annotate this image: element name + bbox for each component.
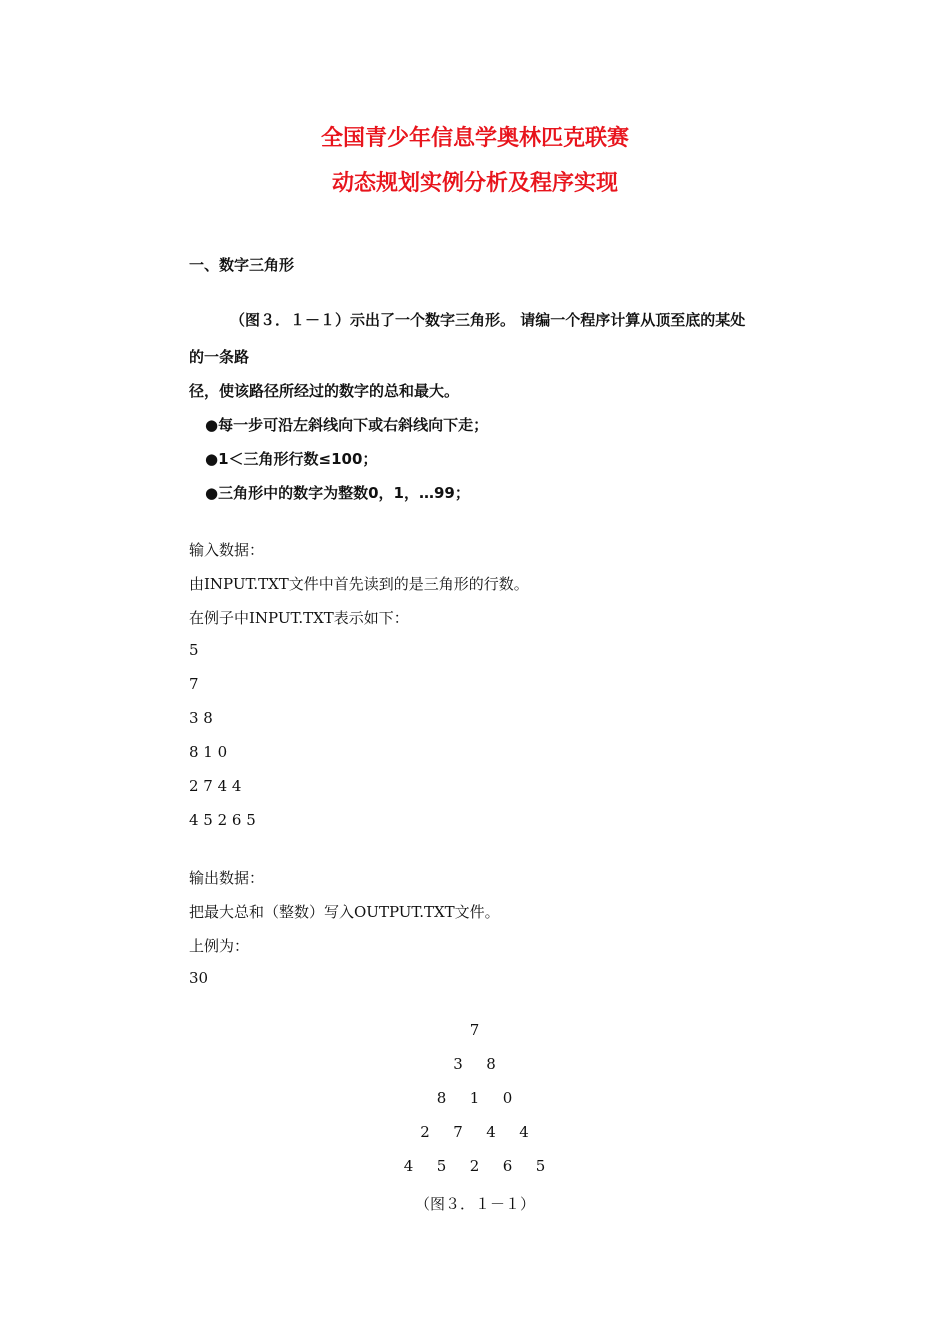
problem-text-line1: （图３．１－１）示出了一个数字三角形。 请编一个程序计算从顶至底的某处 — [230, 311, 746, 329]
figure-caption: （图３．１－１） — [414, 1195, 535, 1213]
problem-text-line3: 径，使该路径所经过的数字的总和最大。 — [189, 382, 460, 400]
triangle-number: 6 — [502, 1157, 513, 1175]
rule-bullet: ●每一步可沿左斜线向下或右斜线向下走； — [205, 416, 489, 434]
triangle-number: 4 — [519, 1123, 529, 1141]
triangle-number: 8 — [486, 1055, 496, 1073]
triangle-number: 2 — [469, 1157, 480, 1175]
triangle-number: 5 — [436, 1157, 447, 1175]
sample-input-line: 3 8 — [189, 709, 213, 727]
document-title-line2: 动态规划实例分析及程序实现 — [331, 171, 618, 196]
output-text-line2: 上例为： — [189, 937, 250, 955]
triangle-number: 3 — [453, 1055, 463, 1073]
triangle-number: 0 — [502, 1089, 513, 1107]
rule-bullet: ●三角形中的数字为整数0，1，…99； — [205, 484, 470, 502]
triangle-number: 7 — [453, 1123, 463, 1141]
input-text-line2: 在例子中INPUT.TXT表示如下： — [189, 609, 409, 627]
triangle-number: 8 — [436, 1089, 447, 1107]
sample-input-line: 4 5 2 6 5 — [189, 811, 256, 829]
sample-input-line: 2 7 4 4 — [189, 777, 242, 795]
document-title-line1: 全国青少年信息学奥林匹克联赛 — [320, 126, 629, 151]
problem-text-line2: 的一条路 — [189, 348, 250, 366]
triangle-number: 4 — [403, 1157, 414, 1175]
triangle-number: 2 — [420, 1123, 430, 1141]
output-heading: 输出数据： — [189, 869, 265, 887]
triangle-number: 7 — [469, 1021, 480, 1039]
triangle-number: 4 — [486, 1123, 496, 1141]
output-text-line1: 把最大总和（整数）写入OUTPUT.TXT文件。 — [189, 903, 500, 921]
sample-input-line: 5 — [189, 641, 199, 659]
section-heading: 一、数字三角形 — [189, 256, 295, 274]
sample-input-line: 8 1 0 — [189, 743, 228, 761]
output-answer: 30 — [189, 969, 209, 987]
triangle-number: 1 — [469, 1089, 480, 1107]
input-text-line1: 由INPUT.TXT文件中首先读到的是三角形的行数。 — [189, 575, 529, 593]
sample-input-line: 7 — [189, 675, 199, 693]
input-heading: 输入数据： — [189, 541, 265, 559]
triangle-number: 5 — [535, 1157, 546, 1175]
rule-bullet: ●1＜三角形行数≤100； — [205, 450, 378, 468]
triangle-row — [0, 1139, 940, 1193]
